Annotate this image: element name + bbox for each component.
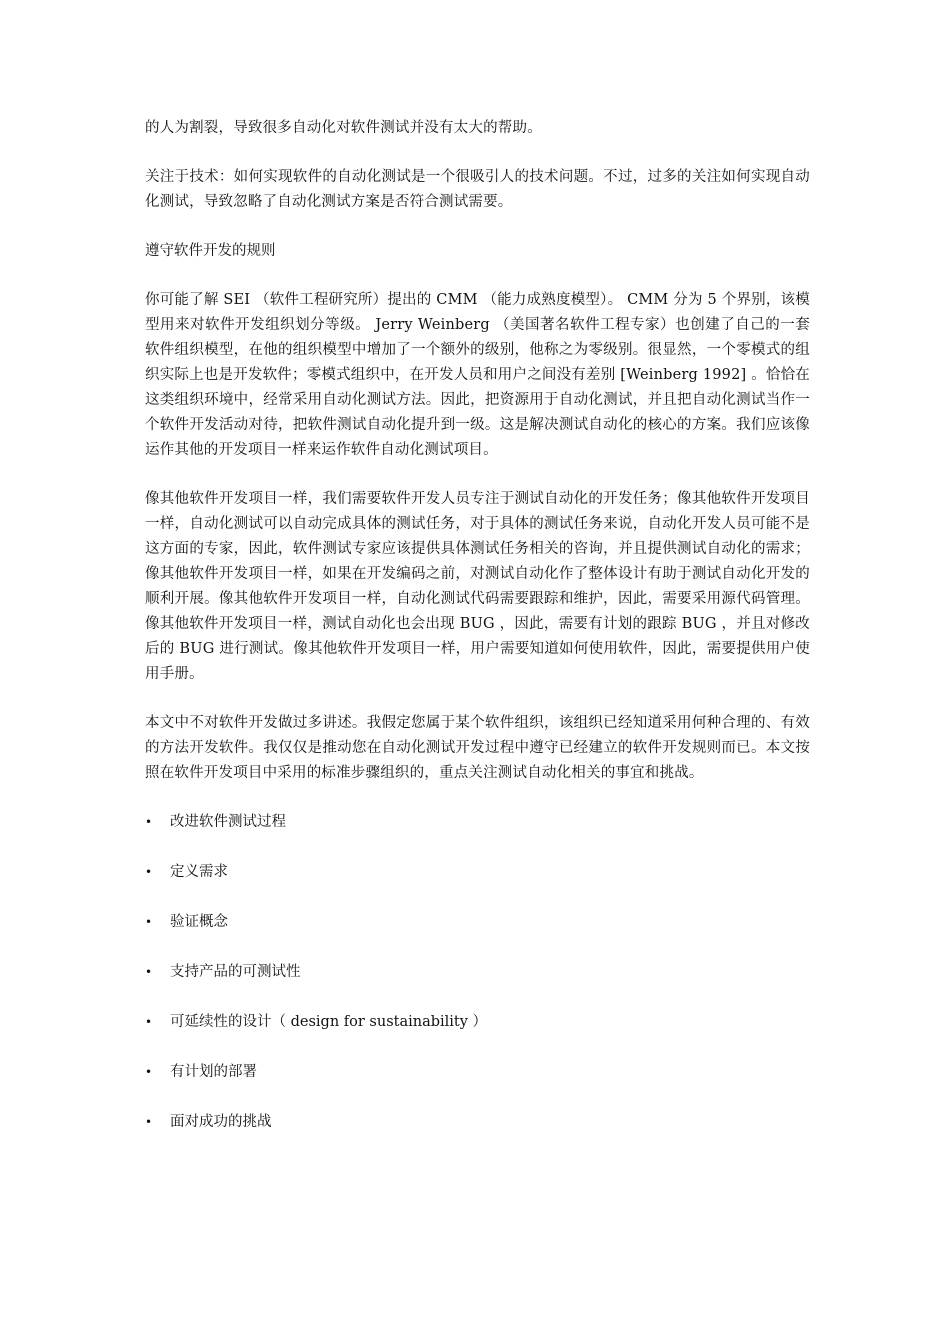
bullet-icon: • [145,1115,153,1129]
list-item [145,960,810,985]
list-item-text: 验证概念 [170,914,228,930]
bullet-icon: • [145,1065,153,1079]
section-heading: 遵守软件开发的规则 [145,243,276,259]
bullet-icon: • [145,865,153,879]
list-item [145,1110,810,1135]
bullet-icon: • [145,915,153,929]
list-item-text: 可延续性的设计（ design for sustainability ） [170,1014,488,1030]
paragraph-like-other-projects: 像其他软件开发项目一样，我们需要软件开发人员专注于测试自动化的开发任务；像其他软件开发项目一样，自动化测试可以自动完成具体的测试任务，对于具体的测试任务来说，自动化开发人员可能不是这方面的专家，因此，软件测试专家应该提供具体测试任务相关的咨询，并且提供测试自动化的需求；像其他软件开发项目一样，如果在开发编码之前，对测试自动化作了整体设计有助于测试自动化开发的顺利开展。像其他软件开发项目一样，自动化测试代码需要跟踪和维护，因此，需要采用源代码管理。像其他软件开发项目一样，测试自动化也会出现 BUG ，因此，需要有计划的跟踪 BUG ，并且对修改后的 BUG 进行测试。像其他软件开发项目一样，用户需要知道如何使用软件，因此，需要提供用户使用手册。 [145,491,810,682]
list-item-text: 面对成功的挑战 [170,1114,272,1130]
list-item [145,810,810,835]
paragraph-cmm: 你可能了解 SEI （软件工程研究所）提出的 CMM （能力成熟度模型）。 CMM 分为 5 个界别，该模型用来对软件开发组织划分等级。 Jerry Weinberg （美国著名软件工程专家）也创建了自己的一套软件组织模型，在他的组织模型中增加了一个额外的级别，他称之为零级别。很显然，一个零模式的组织实际上也是开发软件；零模式组织中，在开发人员和用户之间没有差别 [Weinberg 1992] 。恰恰在这类组织环境中，经常采用自动化测试方法。因此，把资源用于自动化测试，并且把自动化测试当作一个软件开发活动对待，把软件测试自动化提升到一级。这是解决测试自动化的核心的方案。我们应该像运作其他的开发项目一样来运作软件自动化测试项目。 [145,292,810,458]
list-item-text: 改进软件测试过程 [170,814,286,830]
bullet-icon: • [145,1015,153,1029]
paragraph-focus-on-technology: 关注于技术：如何实现软件的自动化测试是一个很吸引人的技术问题。不过，过多的关注如何实现自动化测试，导致忽略了自动化测试方案是否符合测试需要。 [145,169,810,210]
bullet-icon: • [145,965,153,979]
list-item [145,860,810,885]
bullet-icon: • [145,815,153,829]
list-item-text: 有计划的部署 [170,1064,257,1080]
list-item-text: 定义需求 [170,864,228,880]
paragraph-article-scope: 本文中不对软件开发做过多讲述。我假定您属于某个软件组织，该组织已经知道采用何种合理的、有效的方法开发软件。我仅仅是推动您在自动化测试开发过程中遵守已经建立的软件开发规则而已。本文按照在软件开发项目中采用的标准步骤组织的，重点关注测试自动化相关的事宜和挑战。 [145,715,810,781]
list-item-text: 支持产品的可测试性 [170,964,301,980]
list-item [145,1010,810,1035]
list-item [145,1060,810,1085]
document-page [145,116,810,1160]
topic-bullet-list [145,810,810,1135]
list-item [145,910,810,935]
paragraph-intro-fragment: 的人为割裂，导致很多自动化对软件测试并没有太大的帮助。 [145,120,542,136]
